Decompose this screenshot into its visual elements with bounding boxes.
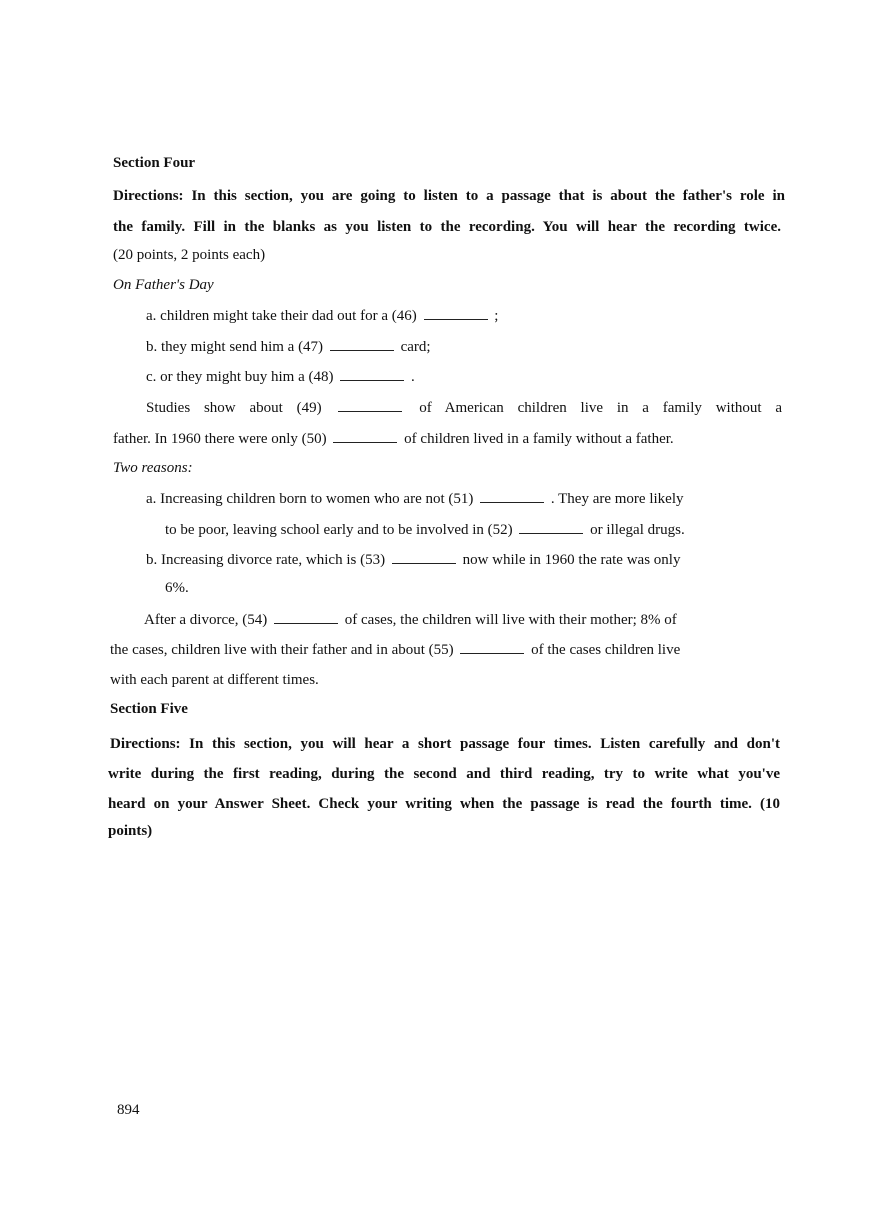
divorce-line-1-tail: of cases, the children will live with their mother; 8% of — [344, 612, 677, 628]
divorce-line-1 — [144, 611, 677, 629]
two-reasons-heading: Two reasons: — [113, 460, 193, 476]
item-46-tail: ; — [494, 308, 499, 324]
divorce-line-2-tail: of the cases children live — [531, 642, 681, 658]
section-five-directions-line-1: Directions: In this section, you will hear a short passage four times. Listen carefully and don't — [110, 736, 780, 752]
reason-a-line-1-tail: . They are more likely — [550, 491, 684, 507]
divorce-line-3: with each parent at different times. — [110, 672, 319, 688]
section-four-directions-line-1: Directions: In this section, you are going to listen to a passage that is about the father's role in — [113, 188, 785, 204]
section-five-heading: Section Five — [110, 701, 188, 717]
section-five-directions-line-3: heard on your Answer Sheet. Check your writing when the passage is read the fourth time. (10 — [108, 796, 780, 812]
blank-55[interactable] — [460, 641, 524, 654]
reason-b-line-1-tail: now while in 1960 the rate was only — [462, 552, 681, 568]
studies-line-2-text: father. In 1960 there were only (50) — [113, 431, 327, 447]
section-five-directions-line-2: write during the first reading, during the second and third reading, try to write what you've — [108, 766, 780, 782]
blank-50[interactable] — [333, 430, 397, 443]
item-48-tail: . — [410, 369, 415, 385]
item-47 — [146, 338, 431, 356]
reason-b-line-1 — [146, 551, 680, 569]
section-five-directions-line-4: points) — [108, 823, 153, 839]
reason-a-line-2-tail: or illegal drugs. — [590, 522, 685, 538]
item-48 — [146, 368, 415, 386]
blank-46[interactable] — [424, 307, 488, 320]
blank-52[interactable] — [519, 521, 583, 534]
studies-line-2 — [113, 430, 674, 448]
blank-47[interactable] — [330, 338, 394, 351]
divorce-line-2 — [110, 641, 680, 659]
studies-line-1 — [146, 399, 782, 417]
page-number: 894 — [117, 1102, 140, 1118]
reason-b-line-1-text: b. Increasing divorce rate, which is (53) — [146, 552, 386, 568]
section-four-directions-line-3: (20 points, 2 points each) — [113, 247, 266, 263]
item-46-text: a. children might take their dad out for a (46) — [146, 308, 417, 324]
reason-b-line-2: 6%. — [165, 580, 189, 596]
item-47-text: b. they might send him a (47) — [146, 339, 324, 355]
reason-a-line-2 — [165, 521, 685, 539]
blank-48[interactable] — [340, 368, 404, 381]
blank-54[interactable] — [274, 611, 338, 624]
section-four-heading: Section Four — [113, 155, 196, 171]
divorce-line-1-text: After a divorce, (54) — [144, 612, 268, 628]
item-48-text: c. or they might buy him a (48) — [146, 369, 334, 385]
fathers-day-heading: On Father's Day — [113, 277, 214, 293]
reason-a-line-2-text: to be poor, leaving school early and to be involved in (52) — [165, 522, 513, 538]
blank-53[interactable] — [392, 551, 456, 564]
studies-line-1-text: Studies show about (49) — [146, 400, 322, 416]
studies-line-2-tail: of children lived in a family without a father. — [404, 431, 674, 447]
blank-49[interactable] — [338, 399, 402, 412]
reason-a-line-1-text: a. Increasing children born to women who are not (51) — [146, 491, 474, 507]
item-47-tail: card; — [400, 339, 431, 355]
item-46 — [146, 307, 498, 325]
blank-51[interactable] — [480, 490, 544, 503]
section-four-directions-line-2: the family. Fill in the blanks as you listen to the recording. You will hear the recording twice. — [113, 219, 781, 235]
reason-a-line-1 — [146, 490, 684, 508]
divorce-line-2-text: the cases, children live with their father and in about (55) — [110, 642, 454, 658]
studies-line-1-tail: of American children live in a family without a — [419, 400, 783, 416]
